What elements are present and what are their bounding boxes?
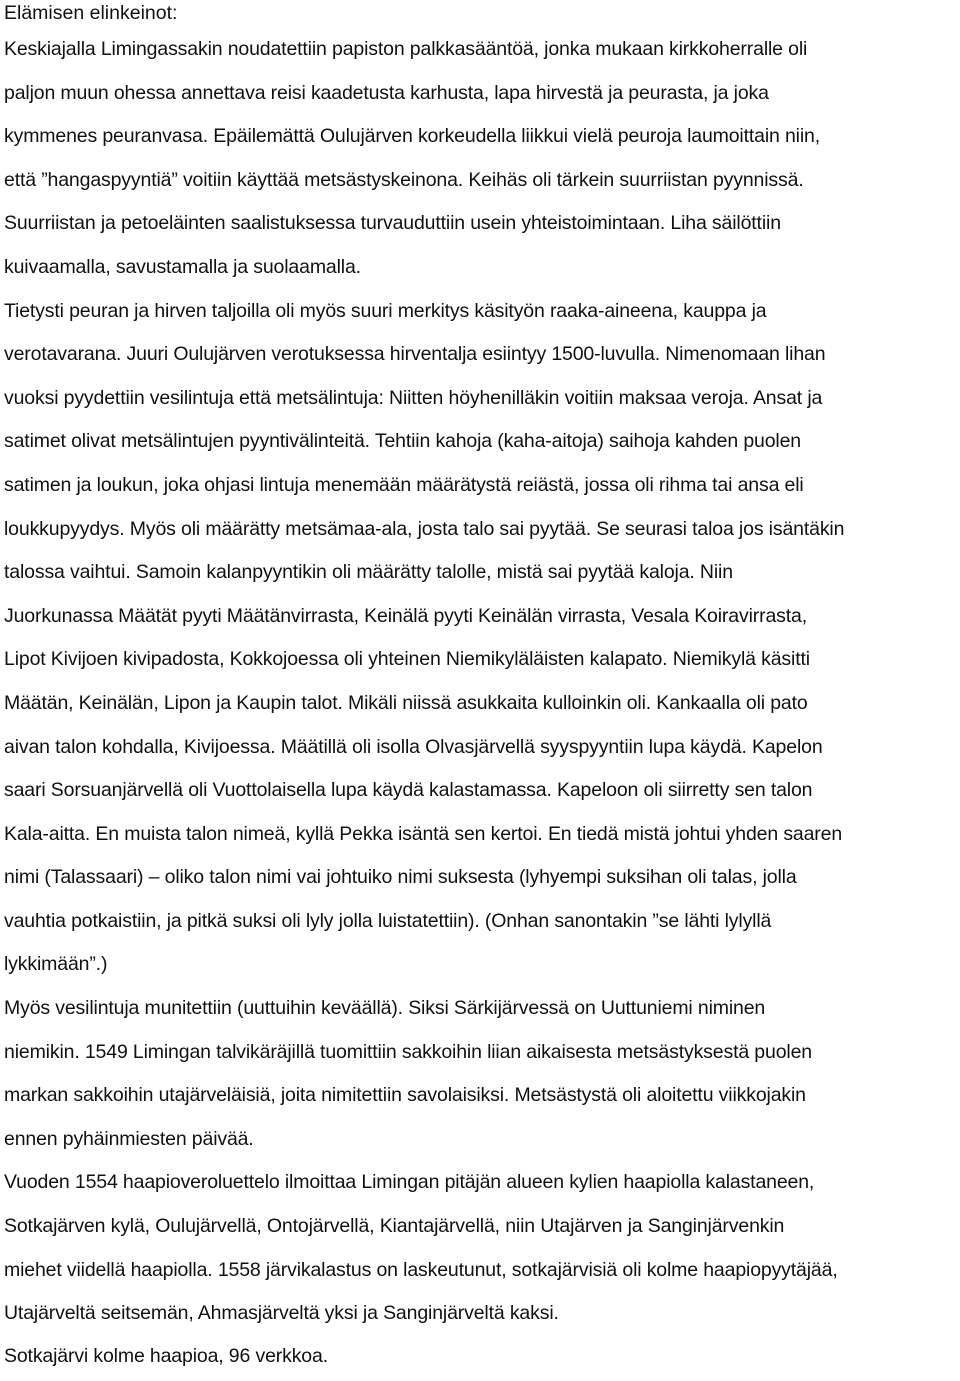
text-line: niemikin. 1549 Limingan talvikäräjillä tuomittiin sakkoihin liian aikaisesta metsästyksestä puolen xyxy=(4,1040,812,1063)
paragraph-2 xyxy=(4,290,958,988)
text-line: ennen pyhäinmiesten päivää. xyxy=(4,1127,254,1150)
text-line: markan sakkoihin utajärveläisiä, joita nimitettiin savolaisiksi. Metsästystä oli aloitettu viikkojakin xyxy=(4,1084,806,1107)
text-line: talossa vaihtui. Samoin kalanpyyntikin oli määrätty talolle, mistä sai pyytää kaloja. Niin xyxy=(4,561,733,584)
text-line: aivan talon kohdalla, Kivijoessa. Määtillä oli isolla Olvasjärvellä syyspyyntiin lupa käydä. Kapelon xyxy=(4,735,823,758)
document-heading: Elämisen elinkeinot: xyxy=(4,2,178,24)
text-line: että ”hangaspyyntiä” voitiin käyttää metsästyskeinona. Keihäs oli tärkein suurriistan pyynnissä. xyxy=(4,168,804,191)
text-line: paljon muun ohessa annettava reisi kaadetusta karhusta, lapa hirvestä ja peurasta, ja joka xyxy=(4,81,769,104)
paragraph-1 xyxy=(4,28,958,290)
text-line: Määtän, Keinälän, Lipon ja Kaupin talot. Mikäli niissä asukkaita kulloinkin oli. Kankaalla oli pato xyxy=(4,691,808,714)
text-line: satimet olivat metsälintujen pyyntivälinteitä. Tehtiin kahoja (kaha-aitoja) saihoja kahden puolen xyxy=(4,430,801,453)
text-line: Tietysti peuran ja hirven taljoilla oli myös suuri merkitys käsityön raaka-aineena, kauppa ja xyxy=(4,299,767,322)
text-line: verotavarana. Juuri Oulujärven verotuksessa hirventalja esiintyy 1500-luvulla. Nimenomaan lihan xyxy=(4,343,826,366)
text-line: miehet viidellä haapiolla. 1558 järvikalastus on laskeutunut, sotkajärvisiä oli kolme haapiopyytäjää, xyxy=(4,1258,838,1281)
text-line: Juorkunassa Määtät pyyti Määtänvirrasta, Keinälä pyyti Keinälän virrasta, Vesala Koiravirrasta, xyxy=(4,604,807,627)
text-line: loukkupyydys. Myös oli määrätty metsämaa-ala, josta talo sai pyytää. Se seurasi taloa jos isäntäkin xyxy=(4,517,845,540)
text-line: nimi (Talassaari) – oliko talon nimi vai johtuiko nimi suksesta (lyhyempi suksihan oli talas, jolla xyxy=(4,866,797,889)
text-line: lykkimään”.) xyxy=(4,953,108,976)
text-line: satimen ja loukun, joka ohjasi lintuja menemään määrätystä reiästä, jossa oli rihma tai ansa eli xyxy=(4,473,804,496)
text-line: Myös vesilintuja munitettiin (uuttuihin keväällä). Siksi Särkijärvessä on Uuttuniemi niminen xyxy=(4,997,766,1020)
paragraph-3 xyxy=(4,987,958,1161)
paragraph-5 xyxy=(4,1336,958,1376)
text-line: Suurriistan ja petoeläinten saalistuksessa turvauduttiin usein yhteistoimintaan. Liha säilöttiin xyxy=(4,212,781,235)
paragraph-4 xyxy=(4,1161,958,1335)
text-line: saari Sorsuanjärvellä oli Vuottolaisella lupa käydä kalastamassa. Kapeloon oli siirretty sen talon xyxy=(4,779,813,802)
text-line: Keskiajalla Limingassakin noudatettiin papiston palkkasääntöä, jonka mukaan kirkkoherralle oli xyxy=(4,38,808,60)
text-line: Sotkajärven kylä, Oulujärvellä, Ontojärvellä, Kiantajärvellä, niin Utajärven ja Sanginjärvenkin xyxy=(4,1215,785,1238)
text-line: kymmenes peuranvasa. Epäilemättä Oulujärven korkeudella liikkui vielä peuroja laumoittain niin, xyxy=(4,125,821,148)
text-line: Kala-aitta. En muista talon nimeä, kyllä Pekka isäntä sen kertoi. En tiedä mistä johtui yhden saaren xyxy=(4,822,843,845)
text-line: Vuoden 1554 haapioveroluettelo ilmoittaa Limingan pitäjän alueen kylien haapiolla kalastaneen, xyxy=(4,1171,815,1194)
text-line: Utajärveltä seitsemän, Ahmasjärveltä yksi ja Sanginjärveltä kaksi. xyxy=(4,1302,559,1325)
text-line: vauhtia potkaistiin, ja pitkä suksi oli lyly jolla luistatettiin). (Onhan sanontakin ”se lähti lylyllä xyxy=(4,909,772,932)
text-line: vuoksi pyydettiin vesilintuja että metsälintuja: Niitten höyhenilläkin voitiin maksaa veroja. Ansat ja xyxy=(4,386,823,409)
text-line: Lipot Kivijoen kivipadosta, Kokkojoessa oli yhteinen Niemikyläläisten kalapato. Niemikylä käsitti xyxy=(4,648,810,671)
text-line: kuivaamalla, savustamalla ja suolaamalla. xyxy=(4,255,361,278)
document-page xyxy=(4,0,958,1376)
text-line: Sotkajärvi kolme haapioa, 96 verkkoa. xyxy=(4,1344,328,1367)
